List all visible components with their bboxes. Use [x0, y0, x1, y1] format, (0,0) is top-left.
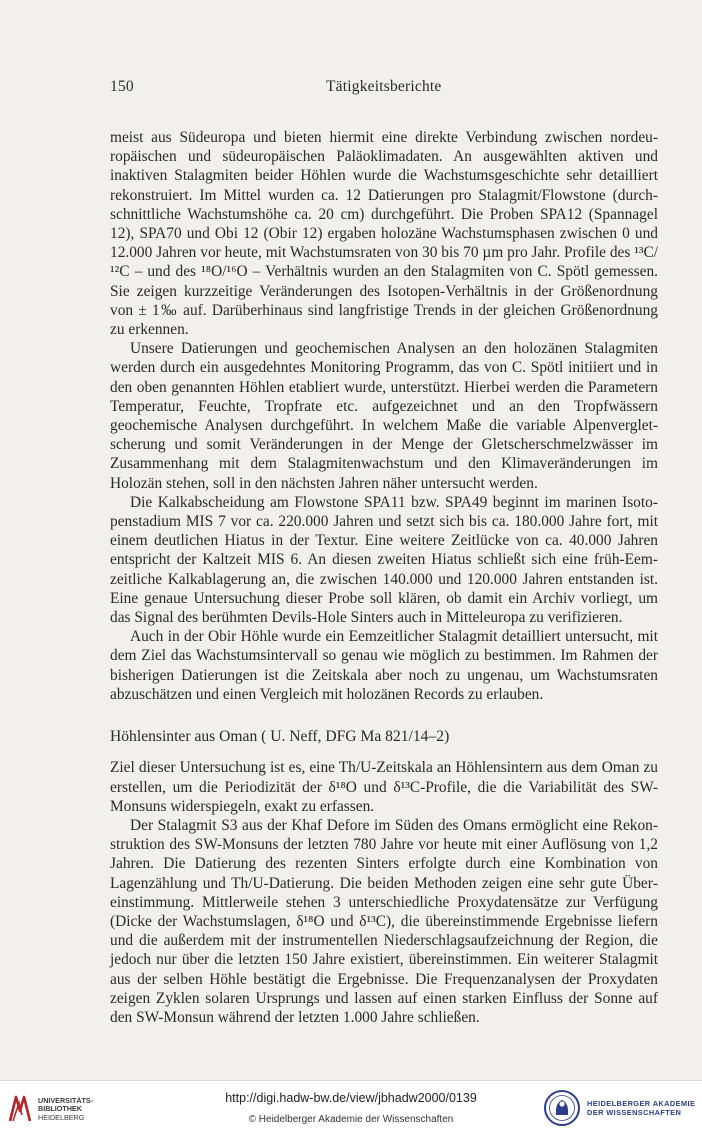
permalink-url[interactable]: http://digi.hadw-bw.de/view/jbhadw2000/0139 — [225, 1091, 477, 1105]
running-title: Tätigkeitsberichte — [326, 78, 442, 95]
haw-logo-text — [587, 1099, 695, 1117]
page-number: 150 — [110, 78, 134, 95]
section-heading: Höhlensinter aus Oman ( U. Neff, DFG Ma 821/14–2) — [110, 728, 450, 746]
paragraph-3: Die Kalkabscheidung am Flowstone SPA11 bzw. SPA49 beginnt im marinen Isotopenstadium MIS 7 vor ca. 220.000 Jahren und setzt sich bis ca. 180.000 Jahre fort, mit einem deutlichen Hiatus in der Textur. Eine weitere Zeitlücke von ca. 40.000 Jahren entspricht der Kaltzeit MIS 6. An diesen zweiten Hiatus schließt sich eine früh-Eemzeitliche Kalkablagerung an, die zwischen 140.000 und 120.000 Jahren entstanden ist. Eine genaue Untersuchung dieser Probe soll klären, ob damit ein Archiv vorliegt, um das Signal des berühmten Devils-Hole Sinters auch in Mitteleuropa zu verifizieren. — [110, 493, 658, 627]
viewer-footer — [0, 1080, 702, 1134]
paragraph-4: Auch in der Obir Höhle wurde ein Eemzeitlicher Stalagmit detailliert untersucht, mit dem Ziel das Wachstumsintervall so genau wie möglich zu bestimmen. Im Rahmen der bisherigen Datierungen ist die Zeitskala aber noch zu ungenau, um Wachstumsraten abzuschätzen und einen Vergleich mit holozänen Records zu erlauben. — [110, 628, 658, 703]
paragraph-5: Ziel dieser Untersuchung ist es, eine Th/U-Zeitskala an Höhlensintern aus dem Oman zu erstellen, um die Periodizität der δ¹⁸O und δ¹³C-Profile, die die Variabilität des SW-Monsuns widerspiegeln, exakt zu erfassen. — [110, 759, 658, 815]
paragraph-1: meist aus Südeuropa und bieten hiermit eine direkte Verbindung zwischen nordeuropäischen und südeuropäischen Paläoklimadaten. An ausgewählten aktiven und inaktiven Stalagmiten beider Höhlen wurde die Wachstumsgeschichte sehr detailliert rekonstruiert. Im Mittel wurden ca. 12 Datierungen pro Stalagmit/Flowstone (durchschnittliche Wachstumshöhe ca. 20 cm) durchgeführt. Die Proben SPA12 (Spannagel 12), SPA70 und Obi 12 (Obir 12) ergaben holozäne Wachstumsphasen zwischen 0 und 12.000 Jahren vor heute, mit Wachstumsraten von 30 bis 70 µm pro Jahr. Profile des ¹³C/¹²C – und des ¹⁸O/¹⁶O – Verhältnis wurden an den Stalagmiten von C. Spötl gemessen. Sie zeigen kurzzeitige Veränderungen des Isotopen-Verhältnis in der Größenordnung von ± 1‰ auf. Darüberhinaus sind langfristige Trends in der gleichen Größenordnung zu erkennen. — [110, 129, 658, 339]
haw-logo[interactable] — [543, 1089, 698, 1129]
ub-logo-line-3: HEIDELBERG — [38, 1112, 85, 1122]
ub-logo-line-1: UNIVERSITÄTS- — [38, 1096, 94, 1105]
haw-logo-line-2: DER WISSENSCHAFTEN — [587, 1108, 682, 1117]
academy-seal-icon — [543, 1089, 581, 1127]
haw-logo-line-1: HEIDELBERGER AKADEMIE — [587, 1099, 696, 1108]
ub-logo-line-2: BIBLIOTHEK — [38, 1104, 82, 1114]
paragraph-6: Der Stalagmit S3 aus der Khaf Defore im Süden des Omans ermöglicht eine Rekonstruktion des SW-Monsuns der letzten 780 Jahre vor heute mit einer Auflösung von 1,2 Jahren. Die Datierung des rezenten Sinters erfolgte durch eine Kombination von Lagenzählung und Th/U-Datierung. Die beiden Methoden zeigen eine sehr gute Übereinstimmung. Mittlerweile stehen 3 unterschiedliche Proxydatensätze zur Verfügung (Dicke der Wachstumslagen, δ¹⁸O und δ¹³C), die übereinstimmende Ergebnisse liefern und die außerdem mit der instrumentellen Niederschlagsaufzeichnung der Region, die jedoch nur über die letzten 150 Jahre existiert, übereinstimmen. Ein weiterer Stalagmit aus der selben Höhle bestätigt die Ergebnisse. Die Frequenzanalysen der Proxydaten zeigen Zyklen solaren Ursprungs und lassen auf einen starken Einfluss der Sonne auf den SW-Monsun während der letzten 1.000 Jahre schließen. — [110, 816, 658, 1026]
copyright-notice: © Heidelberger Akademie der Wissenschaften — [248, 1114, 454, 1125]
body-text — [110, 128, 658, 1027]
paragraph-2: Unsere Datierungen und geochemischen Analysen an den holozänen Stalagmiten werden durch ein ausgedehntes Monitoring Programm, das von C. Spötl initiiert und in den oben genannten Höhlen etabliert wurde, unterstützt. Hierbei werden die Parametern Temperatur, Feuchte, Tropfrate etc. aufgezeichnet und an den Tropfwässern geochemische Analysen durchgeführt. In welchem Maße die variable Alpenvergletscherung und somit Veränderungen in der Menge der Gletscherschmelzwässer im Zusammenhang mit dem Stalagmitenwachstum und den Klimaveränderungen im Holozän stehen, soll in den nächsten Jahren näher untersucht werden. — [110, 340, 658, 492]
